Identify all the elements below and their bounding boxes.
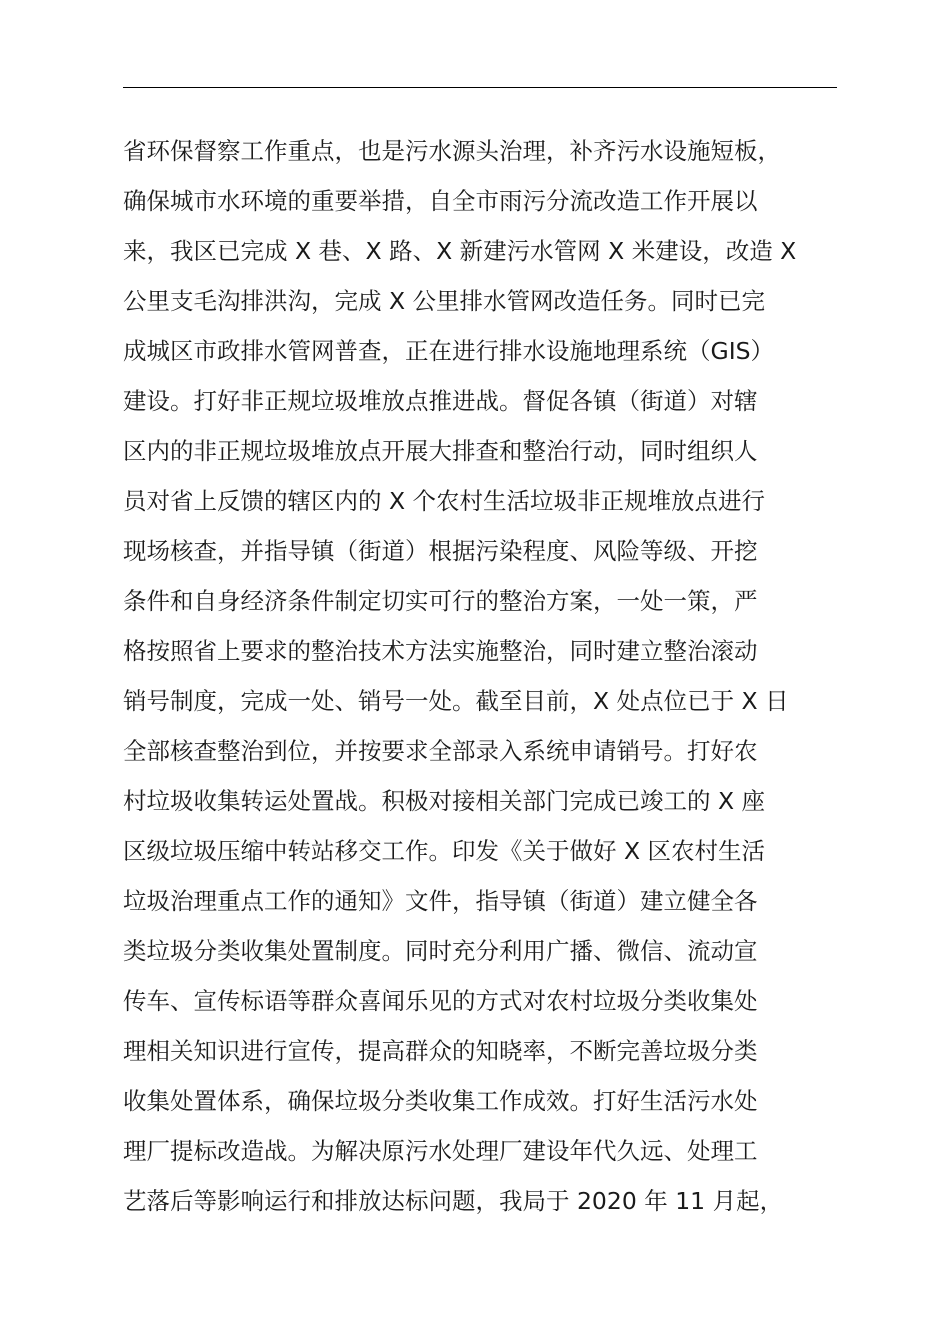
text-line: 来，我区已完成 X 巷、X 路、X 新建污水管网 X 米建设，改造 X [123, 237, 797, 265]
body-paragraph [123, 126, 873, 1226]
text-line: 区内的非正规垃圾堆放点开展大排查和整治行动，同时组织人 [123, 437, 758, 465]
text-line: 传车、宣传标语等群众喜闻乐见的方式对农村垃圾分类收集处 [123, 987, 758, 1015]
text-line: 类垃圾分类收集处置制度。同时充分利用广播、微信、流动宣 [123, 937, 758, 965]
text-line: 收集处置体系，确保垃圾分类收集工作成效。打好生活污水处 [123, 1087, 758, 1115]
header-rule [123, 87, 837, 88]
text-line: 成城区市政排水管网普查，正在进行排水设施地理系统（GIS） [123, 337, 775, 365]
text-line: 理相关知识进行宣传，提高群众的知晓率，不断完善垃圾分类 [123, 1037, 758, 1065]
text-line: 村垃圾收集转运处置战。积极对接相关部门完成已竣工的 X 座 [123, 787, 766, 815]
text-line: 条件和自身经济条件制定切实可行的整治方案，一处一策，严 [123, 587, 758, 615]
text-line: 现场核查，并指导镇（街道）根据污染程度、风险等级、开挖 [123, 537, 758, 565]
text-line: 全部核查整治到位，并按要求全部录入系统申请销号。打好农 [123, 737, 758, 765]
text-line: 销号制度，完成一处、销号一处。截至目前，X 处点位已于 X 日 [123, 687, 789, 715]
text-line: 建设。打好非正规垃圾堆放点推进战。督促各镇（街道）对辖 [123, 387, 758, 415]
text-line: 艺落后等影响运行和排放达标问题，我局于 2020 年 11 月起， [123, 1187, 784, 1215]
text-line: 区级垃圾压缩中转站移交工作。印发《关于做好 X 区农村生活 [123, 837, 766, 865]
text-line: 省环保督察工作重点，也是污水源头治理，补齐污水设施短板， [123, 137, 781, 165]
text-line: 理厂提标改造战。为解决原污水处理厂建设年代久远、处理工 [123, 1137, 758, 1165]
text-line: 垃圾治理重点工作的通知》文件，指导镇（街道）建立健全各 [123, 887, 758, 915]
text-line: 确保城市水环境的重要举措，自全市雨污分流改造工作开展以 [123, 187, 758, 215]
text-line: 格按照省上要求的整治技术方法实施整治，同时建立整治滚动 [123, 637, 758, 665]
text-line: 员对省上反馈的辖区内的 X 个农村生活垃圾非正规堆放点进行 [123, 487, 766, 515]
text-line: 公里支毛沟排洪沟，完成 X 公里排水管网改造任务。同时已完 [123, 287, 766, 315]
